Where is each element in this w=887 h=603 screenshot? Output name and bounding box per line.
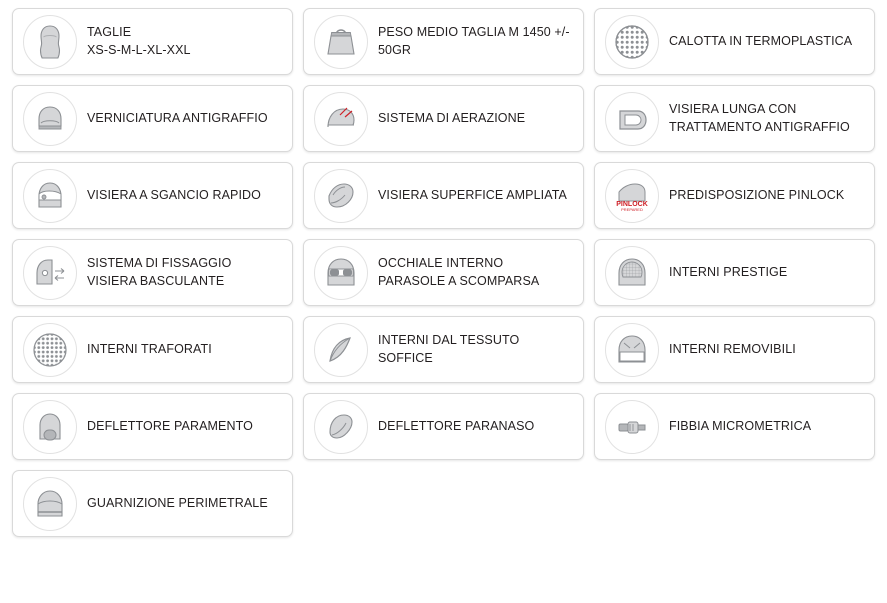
weight-icon <box>314 15 368 69</box>
feature-card <box>12 470 293 537</box>
helmet-size-chart-icon <box>23 15 77 69</box>
svg-text:PREPARED: PREPARED <box>621 206 643 212</box>
feature-label: CALOTTA IN TERMOPLASTICA <box>669 33 853 48</box>
feature-label: DEFLETTORE PARANASO <box>378 418 535 433</box>
feature-card <box>303 8 584 75</box>
feature-card <box>12 393 293 460</box>
scratch-resistant-paint-icon <box>23 92 77 146</box>
feature-card <box>303 239 584 306</box>
feature-label: VISIERA A SGANCIO RAPIDO <box>87 187 261 202</box>
feature-card <box>12 8 293 75</box>
thermoplastic-shell-icon <box>605 15 659 69</box>
feature-label: INTERNI REMOVIBILI <box>669 341 796 356</box>
nose-deflector-icon <box>314 400 368 454</box>
feature-card <box>12 239 293 306</box>
feature-label: TAGLIE XS-S-M-L-XL-XXL <box>87 24 191 57</box>
ventilation-system-icon <box>314 92 368 146</box>
feature-card <box>303 85 584 152</box>
feature-label: DEFLETTORE PARAMENTO <box>87 418 253 433</box>
wide-visor-icon <box>314 169 368 223</box>
feature-label: INTERNI TRAFORATI <box>87 341 212 356</box>
feature-card <box>12 162 293 229</box>
feature-label: PESO MEDIO TAGLIA M 1450 +/- 50GR <box>378 24 570 57</box>
feature-label: VISIERA SUPERFICE AMPLIATA <box>378 187 567 202</box>
feature-label: PREDISPOSIZIONE PINLOCK <box>669 187 845 202</box>
feature-label: INTERNI DAL TESSUTO SOFFICE <box>378 332 520 365</box>
feature-label: INTERNI PRESTIGE <box>669 264 788 279</box>
prestige-lining-icon <box>605 246 659 300</box>
visor-fixing-system-icon <box>23 246 77 300</box>
feature-card <box>594 8 875 75</box>
feature-card <box>594 162 875 229</box>
feature-label: SISTEMA DI FISSAGGIO VISIERA BASCULANTE <box>87 255 232 288</box>
feature-label: VERNICIATURA ANTIGRAFFIO <box>87 110 268 125</box>
long-visor-icon <box>605 92 659 146</box>
internal-sun-visor-icon <box>314 246 368 300</box>
feature-label: VISIERA LUNGA CON TRATTAMENTO ANTIGRAFFIO <box>669 101 850 134</box>
feature-card <box>594 393 875 460</box>
svg-text:PINLOCK: PINLOCK <box>616 200 648 208</box>
feature-card <box>594 239 875 306</box>
feature-card <box>303 393 584 460</box>
feature-card <box>303 162 584 229</box>
feature-card <box>12 85 293 152</box>
chin-deflector-icon <box>23 400 77 454</box>
soft-fabric-lining-icon <box>314 323 368 377</box>
quick-release-visor-icon <box>23 169 77 223</box>
feature-card <box>594 316 875 383</box>
feature-card <box>303 316 584 383</box>
perimeter-seal-icon <box>23 477 77 531</box>
feature-card <box>594 85 875 152</box>
micrometric-buckle-icon <box>605 400 659 454</box>
pinlock-ready-icon <box>605 169 659 223</box>
feature-label: FIBBIA MICROMETRICA <box>669 418 812 433</box>
feature-label: OCCHIALE INTERNO PARASOLE A SCOMPARSA <box>378 255 540 288</box>
feature-label: GUARNIZIONE PERIMETRALE <box>87 495 268 510</box>
feature-label: SISTEMA DI AERAZIONE <box>378 110 526 125</box>
removable-lining-icon <box>605 323 659 377</box>
feature-card <box>12 316 293 383</box>
perforated-lining-icon <box>23 323 77 377</box>
